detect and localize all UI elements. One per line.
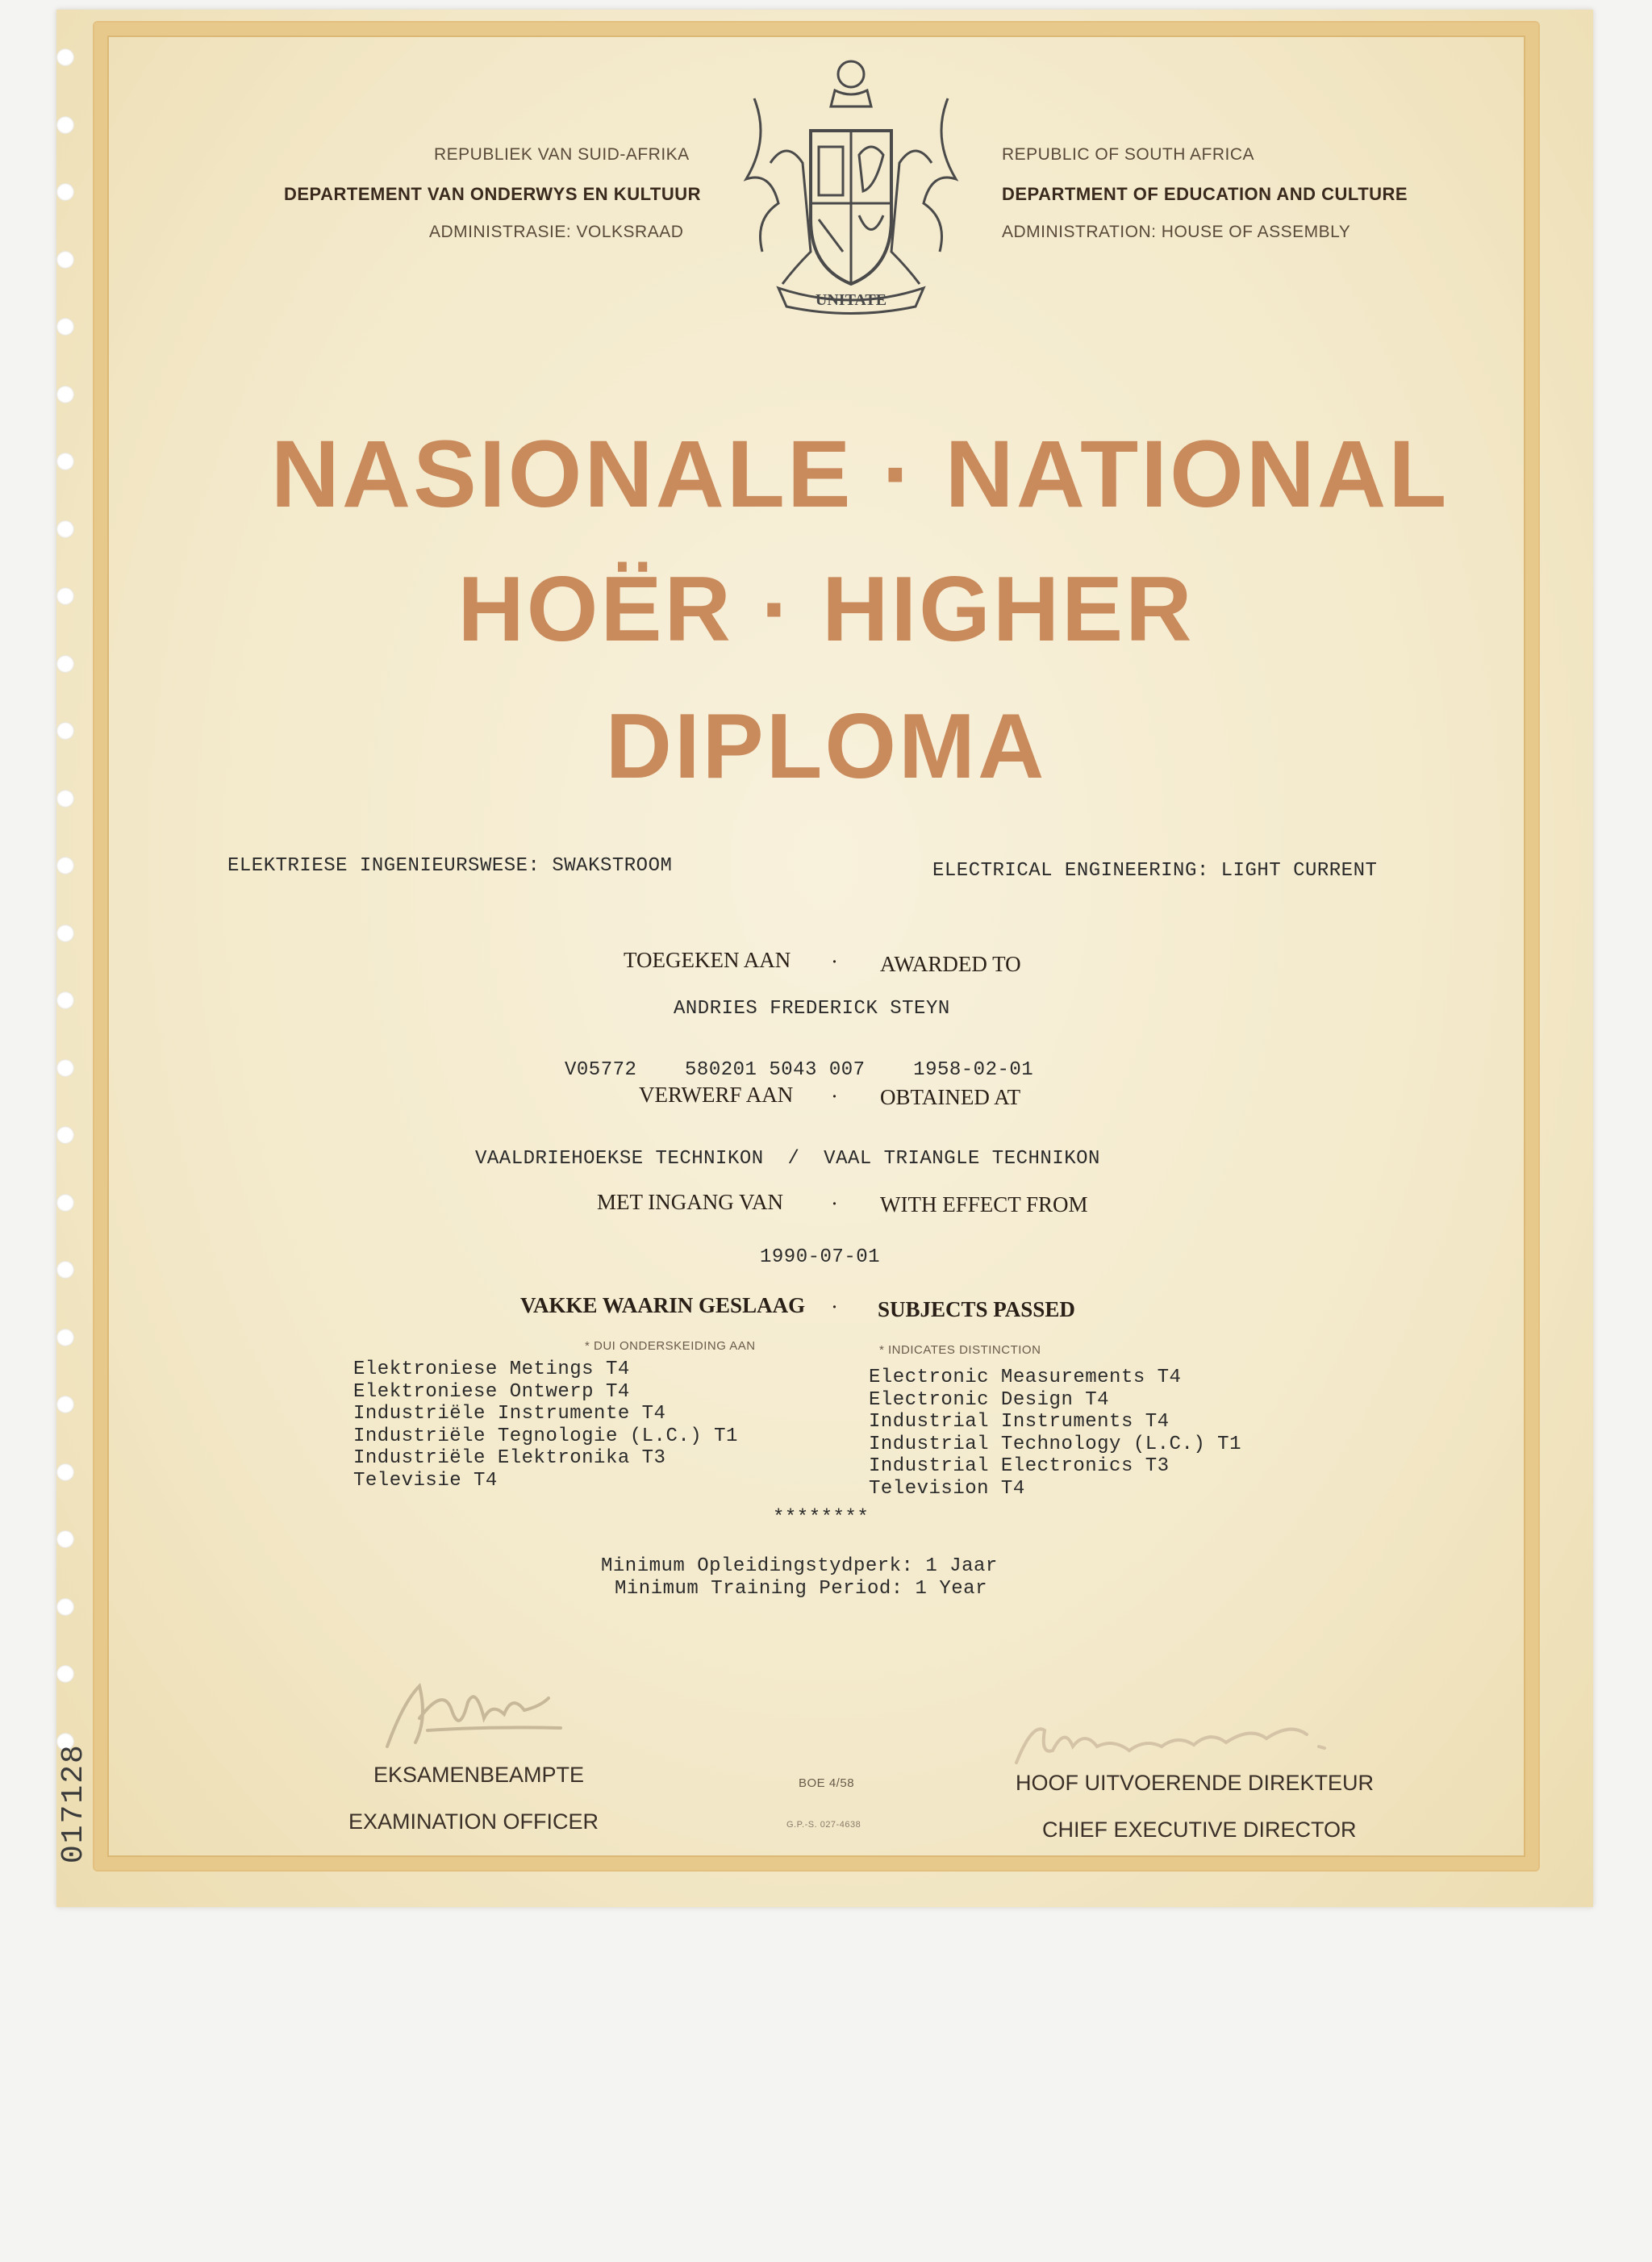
title-line3: DIPLOMA xyxy=(605,695,1047,798)
serial-number xyxy=(56,1831,91,1863)
subject-item: Television T4 xyxy=(869,1477,1025,1500)
perforation-hole xyxy=(56,1396,74,1413)
perforation-hole xyxy=(56,1194,74,1212)
perforation-hole xyxy=(56,1261,74,1279)
distinction-note-af: * DUI ONDERSKEIDING AAN xyxy=(585,1339,756,1353)
perforation-hole xyxy=(56,991,74,1009)
field-afrikaans: ELEKTRIESE INGENIEURSWESE: SWAKSTROOM xyxy=(227,855,673,877)
recipient-ids: V05772 580201 5043 007 1958-02-01 xyxy=(565,1059,1034,1081)
perforation-hole xyxy=(56,1530,74,1548)
header-right-line1: REPUBLIC OF SOUTH AFRICA xyxy=(1002,145,1255,164)
field-english: ELECTRICAL ENGINEERING: LIGHT CURRENT xyxy=(932,860,1378,882)
examination-officer-title-en: EXAMINATION OFFICER xyxy=(348,1809,599,1834)
perforation-hole xyxy=(56,1059,74,1077)
awarded-label-en: AWARDED TO xyxy=(880,952,1021,976)
recipient-name: ANDRIES FREDERICK STEYN xyxy=(674,998,950,1020)
header-left-line3: ADMINISTRASIE: VOLKSRAAD xyxy=(429,223,684,241)
chief-executive-director-signature xyxy=(1008,1706,1347,1779)
subject-item: Industrial Technology (L.C.) T1 xyxy=(869,1433,1241,1455)
obtained-label-en: OBTAINED AT xyxy=(880,1085,1021,1109)
title-line1: NASIONALE · NATIONAL xyxy=(270,421,1450,528)
distinction-note-en: * INDICATES DISTINCTION xyxy=(879,1343,1041,1357)
perforation-hole xyxy=(56,1665,74,1683)
awarded-label-af: TOEGEKEN AAN xyxy=(624,948,791,972)
perforation-hole xyxy=(56,48,74,66)
obtained-label-af: VERWERF AAN xyxy=(639,1083,794,1107)
perforation-hole xyxy=(56,183,74,201)
label-separator-dot: · xyxy=(831,949,838,974)
subject-item: Electronic Design T4 xyxy=(869,1388,1110,1411)
subjects-separator: ******** xyxy=(773,1507,870,1529)
header-left-line1: REPUBLIEK VAN SUID-AFRIKA xyxy=(434,145,690,164)
coat-of-arms-emblem xyxy=(722,42,980,320)
examination-officer-signature xyxy=(371,1670,581,1767)
header-right-line2: DEPARTMENT OF EDUCATION AND CULTURE xyxy=(1002,184,1408,204)
subject-item: Industrial Instruments T4 xyxy=(869,1411,1170,1433)
chief-executive-title-en: CHIEF EXECUTIVE DIRECTOR xyxy=(1042,1818,1357,1842)
printer-code: G.P.-S. 027-4638 xyxy=(786,1820,861,1830)
perforation-hole xyxy=(56,924,74,942)
training-period-en: Minimum Training Period: 1 Year xyxy=(615,1578,987,1600)
subject-item: Industriële Instrumente T4 xyxy=(353,1403,666,1425)
form-code: BOE 4/58 xyxy=(799,1776,855,1790)
perforation-hole xyxy=(56,857,74,874)
effect-label-af: MET INGANG VAN xyxy=(597,1190,784,1214)
label-separator-dot: · xyxy=(831,1192,838,1216)
header-left-line2: DEPARTEMENT VAN ONDERWYS EN KULTUUR xyxy=(284,184,701,204)
institution-name: VAALDRIEHOEKSE TECHNIKON / VAAL TRIANGLE TECHNIKON xyxy=(475,1148,1100,1170)
perforation-hole xyxy=(56,386,74,403)
subject-item: Televisie T4 xyxy=(353,1469,498,1492)
header-right-line3: ADMINISTRATION: HOUSE OF ASSEMBLY xyxy=(1002,223,1351,241)
label-separator-dot: · xyxy=(831,1295,838,1319)
perforation-hole xyxy=(56,1126,74,1144)
examination-officer-title-af: EKSAMENBEAMPTE xyxy=(373,1763,585,1787)
perforation-hole xyxy=(56,251,74,269)
subject-item: Elektroniese Ontwerp T4 xyxy=(353,1380,630,1403)
perforation-hole xyxy=(56,318,74,336)
label-separator-dot: · xyxy=(831,1084,838,1108)
subject-item: Industrial Electronics T3 xyxy=(869,1455,1170,1477)
perforation-hole xyxy=(56,116,74,134)
perforation-hole xyxy=(56,1598,74,1616)
crest-motto: UNITATE xyxy=(815,291,887,309)
subject-item: Industriële Tegnologie (L.C.) T1 xyxy=(353,1425,738,1447)
perforation-hole xyxy=(56,1463,74,1481)
training-period-af: Minimum Opleidingstydperk: 1 Jaar xyxy=(601,1555,998,1577)
subject-item: Electronic Measurements T4 xyxy=(869,1367,1182,1388)
perforation-hole xyxy=(56,1329,74,1346)
subjects-label-en: SUBJECTS PASSED xyxy=(878,1297,1075,1321)
effect-date: 1990-07-01 xyxy=(760,1246,881,1268)
subjects-label-af: VAKKE WAARIN GESLAAG xyxy=(520,1293,806,1317)
subject-item: Elektroniese Metings T4 xyxy=(353,1358,630,1380)
subject-item: Industriële Elektronika T3 xyxy=(353,1447,666,1469)
effect-label-en: WITH EFFECT FROM xyxy=(880,1192,1088,1217)
chief-executive-title-af: HOOF UITVOERENDE DIREKTEUR xyxy=(1016,1771,1375,1795)
title-line2: HOËR · HIGHER xyxy=(457,558,1195,661)
